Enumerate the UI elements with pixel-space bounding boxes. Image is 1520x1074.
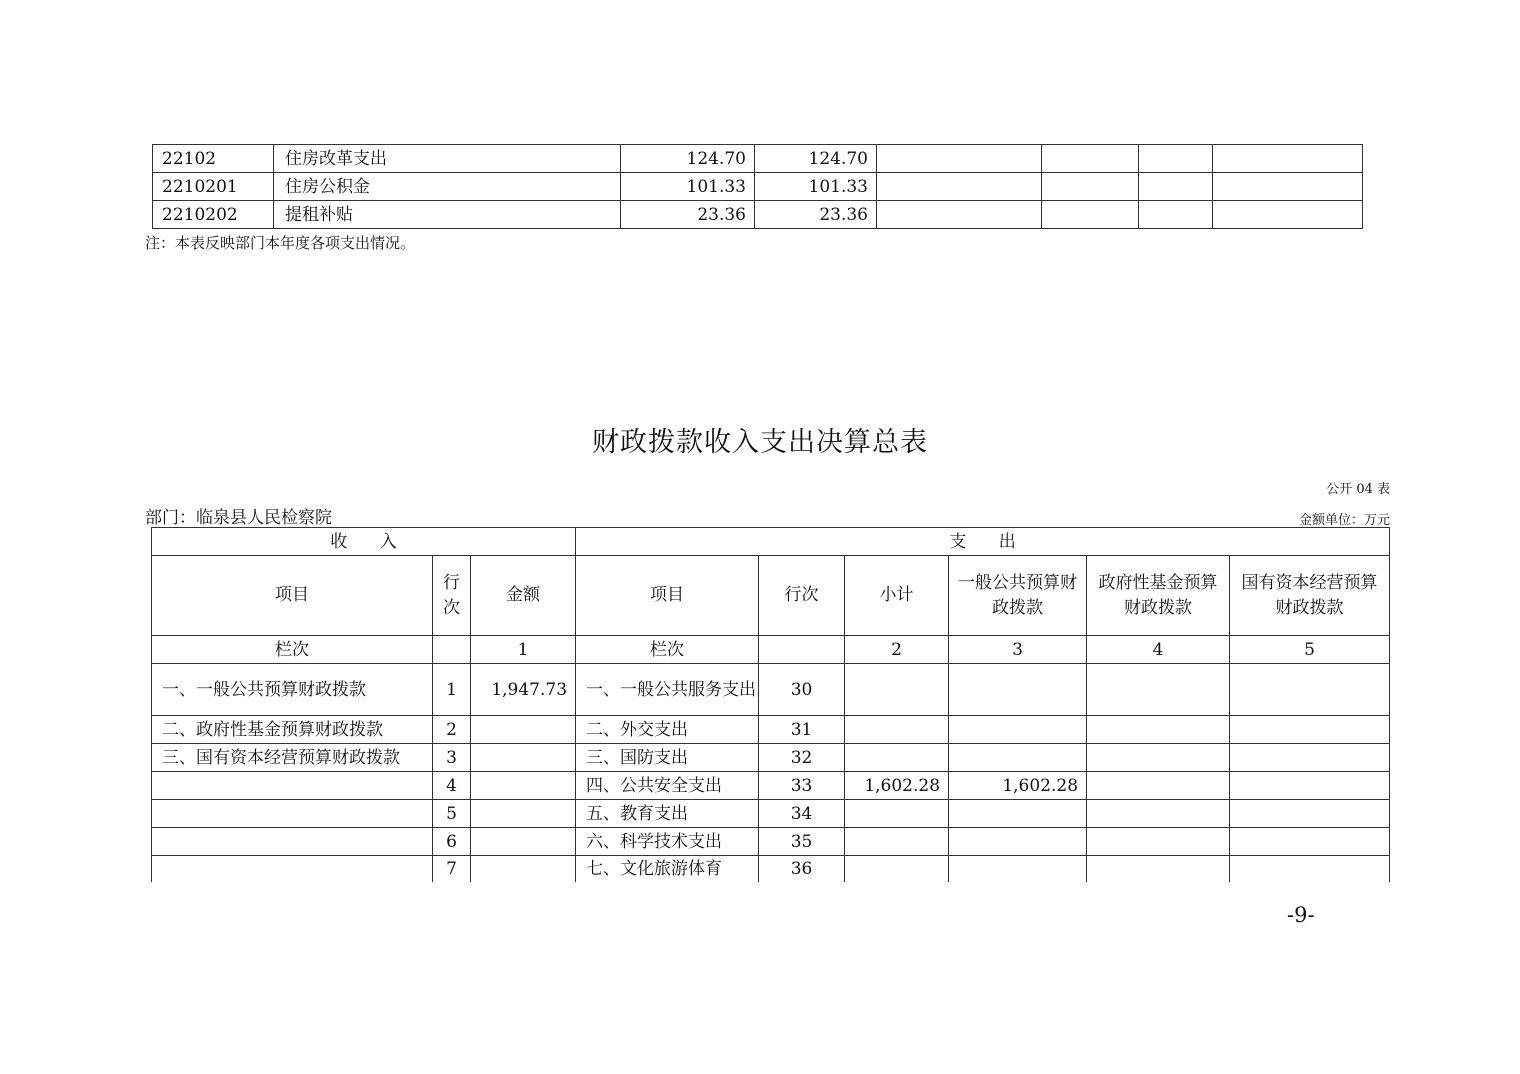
basic-value: 23.36	[755, 201, 877, 229]
income-row-no: 7	[433, 856, 471, 883]
table-row	[152, 856, 1390, 883]
empty-cell	[1042, 145, 1139, 173]
empty-cell	[1230, 664, 1390, 716]
income-amount	[471, 856, 576, 883]
general-budget-value	[949, 856, 1087, 883]
general-budget-value	[949, 716, 1087, 744]
income-group-header: 收 入	[152, 528, 576, 556]
table-row	[152, 744, 1390, 772]
subtotal-value	[845, 664, 949, 716]
table-row	[152, 800, 1390, 828]
group-header-row	[152, 528, 1390, 556]
empty-cell	[759, 636, 845, 664]
empty-cell	[1087, 744, 1230, 772]
general-budget-value	[949, 828, 1087, 856]
income-amount	[471, 772, 576, 800]
expense-row-no: 30	[759, 664, 845, 716]
income-item	[152, 800, 433, 828]
table-row	[153, 201, 1363, 229]
subtotal-value	[845, 744, 949, 772]
subtotal-value	[845, 800, 949, 828]
expense-row-no-header: 行次	[759, 556, 845, 636]
expense-group-header: 支 出	[576, 528, 1390, 556]
fiscal-summary-table	[151, 527, 1390, 882]
empty-cell	[1230, 744, 1390, 772]
empty-cell	[433, 636, 471, 664]
income-amount	[471, 716, 576, 744]
column-number-row	[152, 636, 1390, 664]
subtotal-value	[845, 828, 949, 856]
subject-code: 2210202	[153, 201, 274, 229]
expense-row-no: 33	[759, 772, 845, 800]
column-header-row	[152, 556, 1390, 636]
table-row	[152, 772, 1390, 800]
empty-cell	[877, 173, 1042, 201]
expense-item: 五、教育支出	[576, 800, 759, 828]
empty-cell	[1087, 772, 1230, 800]
expense-detail-table	[152, 144, 1363, 229]
income-row-no: 4	[433, 772, 471, 800]
income-item: 三、国有资本经营预算财政拨款	[152, 744, 433, 772]
column-number: 5	[1230, 636, 1390, 664]
empty-cell	[1087, 828, 1230, 856]
empty-cell	[1042, 201, 1139, 229]
general-budget-value	[949, 744, 1087, 772]
table-row	[152, 828, 1390, 856]
subtotal-value	[845, 856, 949, 883]
gov-fund-header: 政府性基金预算财政拨款	[1087, 556, 1230, 636]
empty-cell	[1213, 173, 1363, 201]
table-note: 注：本表反映部门本年度各项支出情况。	[145, 234, 416, 252]
expense-item-header: 项目	[576, 556, 759, 636]
basic-value: 124.70	[755, 145, 877, 173]
table-row	[152, 664, 1390, 716]
income-item	[152, 856, 433, 883]
expense-row-no: 31	[759, 716, 845, 744]
page-number: -9-	[1287, 903, 1315, 927]
column-number: 3	[949, 636, 1087, 664]
income-item-header: 项目	[152, 556, 433, 636]
page-title: 财政拨款收入支出决算总表	[592, 427, 928, 458]
empty-cell	[1230, 828, 1390, 856]
expense-row-no: 32	[759, 744, 845, 772]
expense-item: 六、科学技术支出	[576, 828, 759, 856]
income-amount	[471, 744, 576, 772]
empty-cell	[1230, 772, 1390, 800]
empty-cell	[877, 201, 1042, 229]
expense-row-no: 34	[759, 800, 845, 828]
empty-cell	[1139, 145, 1213, 173]
total-value: 124.70	[621, 145, 755, 173]
expense-item: 三、国防支出	[576, 744, 759, 772]
empty-cell	[1087, 800, 1230, 828]
state-capital-header: 国有资本经营预算财政拨款	[1230, 556, 1390, 636]
empty-cell	[1230, 856, 1390, 883]
column-label: 栏次	[152, 636, 433, 664]
expense-item: 一、一般公共服务支出	[576, 664, 759, 716]
income-item	[152, 772, 433, 800]
subject-code: 2210201	[153, 173, 274, 201]
empty-cell	[1087, 856, 1230, 883]
subtotal-header: 小计	[845, 556, 949, 636]
total-value: 101.33	[621, 173, 755, 201]
expense-item: 七、文化旅游体育	[576, 856, 759, 883]
income-row-no: 2	[433, 716, 471, 744]
column-number: 4	[1087, 636, 1230, 664]
empty-cell	[1139, 173, 1213, 201]
table-row	[152, 716, 1390, 744]
income-item: 二、政府性基金预算财政拨款	[152, 716, 433, 744]
subject-name: 住房公积金	[274, 173, 621, 201]
expense-item: 二、外交支出	[576, 716, 759, 744]
subtotal-value	[845, 716, 949, 744]
income-row-no: 6	[433, 828, 471, 856]
department-label: 部门：临泉县人民检察院	[145, 508, 332, 528]
column-label: 栏次	[576, 636, 759, 664]
expense-item: 四、公共安全支出	[576, 772, 759, 800]
subject-name: 住房改革支出	[274, 145, 621, 173]
income-row-no: 5	[433, 800, 471, 828]
empty-cell	[1087, 664, 1230, 716]
general-budget-value: 1,602.28	[949, 772, 1087, 800]
income-amount	[471, 800, 576, 828]
empty-cell	[1230, 800, 1390, 828]
form-number: 公开 04 表	[1326, 482, 1390, 497]
income-amount-header: 金额	[471, 556, 576, 636]
income-item	[152, 828, 433, 856]
empty-cell	[877, 145, 1042, 173]
total-value: 23.36	[621, 201, 755, 229]
general-budget-value	[949, 800, 1087, 828]
empty-cell	[1213, 201, 1363, 229]
income-row-no: 1	[433, 664, 471, 716]
subtotal-value: 1,602.28	[845, 772, 949, 800]
table-row	[153, 145, 1363, 173]
basic-value: 101.33	[755, 173, 877, 201]
income-row-no-header: 行 次	[433, 556, 471, 636]
general-budget-value	[949, 664, 1087, 716]
subject-code: 22102	[153, 145, 274, 173]
income-amount	[471, 828, 576, 856]
amount-unit: 金额单位：万元	[1298, 513, 1390, 528]
income-item: 一、一般公共预算财政拨款	[152, 664, 433, 716]
expense-row-no: 35	[759, 828, 845, 856]
empty-cell	[1230, 716, 1390, 744]
empty-cell	[1139, 201, 1213, 229]
column-number: 1	[471, 636, 576, 664]
column-number: 2	[845, 636, 949, 664]
income-amount: 1,947.73	[471, 664, 576, 716]
table-row	[153, 173, 1363, 201]
general-budget-header: 一般公共预算财政拨款	[949, 556, 1087, 636]
income-row-no: 3	[433, 744, 471, 772]
expense-row-no: 36	[759, 856, 845, 883]
empty-cell	[1213, 145, 1363, 173]
subject-name: 提租补贴	[274, 201, 621, 229]
empty-cell	[1087, 716, 1230, 744]
empty-cell	[1042, 173, 1139, 201]
